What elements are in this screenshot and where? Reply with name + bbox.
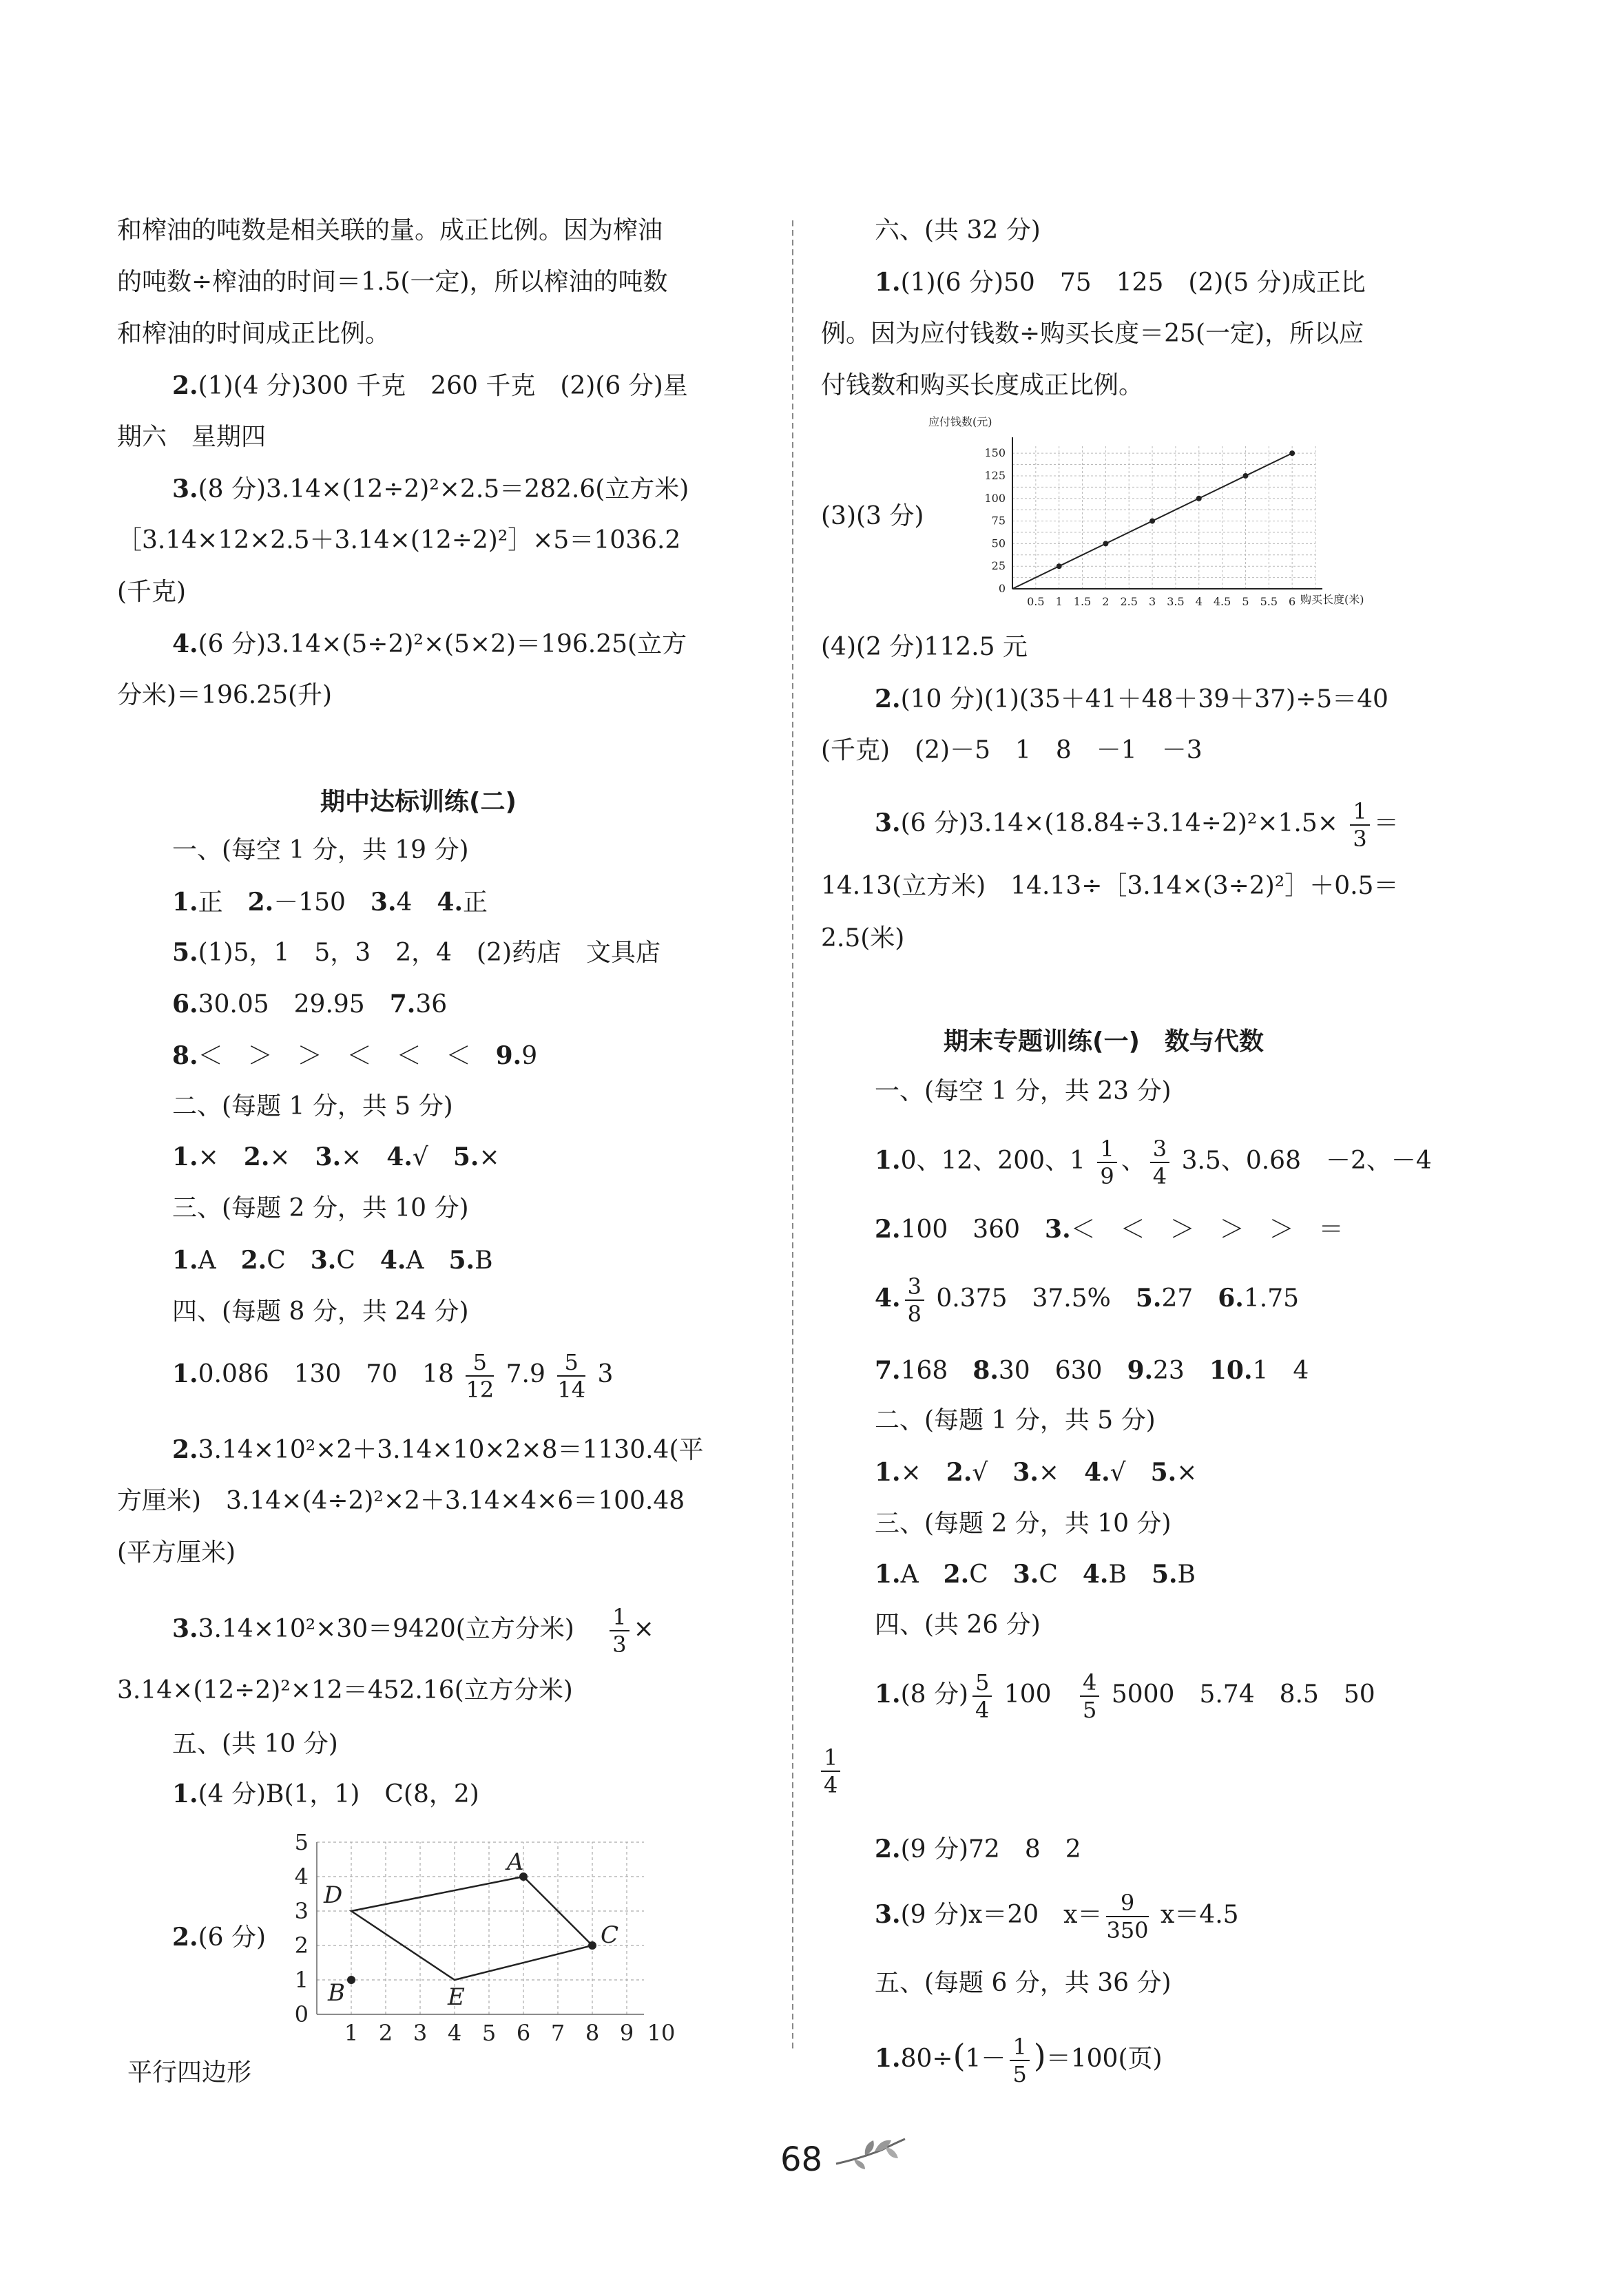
s2-heading: 二、(每题 1 分，共 5 分): [172, 1092, 453, 1120]
coord-x-tick: 2: [378, 2020, 393, 2046]
line-chart-x-tick: 3: [1148, 595, 1156, 608]
q3-line-1: 3.(8 分)3.14×(12÷2)²×2.5＝282.6(立方米): [172, 474, 689, 503]
fraction-1-4: $\frac{1}{4}$: [821, 1744, 840, 1798]
coord-y-tick: 2: [294, 1932, 309, 1959]
leaf-ornament-icon: [833, 2135, 909, 2176]
s1-row-4: 8.＜ ＞ ＞ ＜ ＜ ＜ 9.9: [172, 1041, 538, 1070]
coord-point-B: [347, 1976, 355, 1984]
t5-heading: 五、(每题 6 分，共 36 分): [875, 1969, 1172, 1997]
coord-x-tick: 5: [481, 2020, 497, 2046]
intro-line-2: 的吨数÷榨油的时间＝1.5(一定)，所以榨油的吨数: [117, 268, 668, 296]
s6-q2-line-2: (千克) (2)－5 1 8 －1 －3: [821, 736, 1203, 764]
line-chart-point: [1289, 450, 1295, 456]
t1-q4: 4. $\frac{3}{8}$ 0.375 37.5% 5.27 6.1.75: [875, 1273, 1299, 1327]
line-chart-y-label: 应付钱数(元): [928, 415, 992, 428]
s4-q1: 1.0.086 130 70 18 $\frac{5}{12}$ 7.9 $\frac{5}{14}$ 3: [172, 1349, 614, 1403]
fraction-1-3-right: $\frac{1}{3}$: [1350, 798, 1369, 852]
t4-q3: 3.(9 分)x＝20 x＝ $\frac{9}{350}$ x＝4.5: [875, 1890, 1239, 1943]
t2-row-1: 1.× 2.√ 3.× 4.√ 5.×: [875, 1458, 1198, 1487]
line-chart-point: [1242, 473, 1248, 479]
q3-line-2: ［3.14×12×2.5＋3.14×(12÷2)²］×5＝1036.2: [117, 526, 681, 554]
line-chart-point: [1103, 541, 1108, 546]
line-chart-x-tick: 4: [1195, 595, 1203, 608]
coord-x-tick: 7: [550, 2020, 565, 2046]
fraction-3-4: $\frac{3}{4}$: [1150, 1136, 1169, 1189]
s4-q3-line-2: 3.14×(12÷2)²×12＝452.16(立方分米): [117, 1676, 573, 1704]
q2-line-1: 2.(1)(4 分)300 千克 260 千克 (2)(6 分)星: [172, 371, 688, 400]
s1-heading: 一、(每空 1 分，共 19 分): [172, 836, 469, 864]
s6-q2-line-1: 2.(10 分)(1)(35＋41＋48＋39＋37)÷5＝40: [875, 685, 1388, 713]
s6-q3-line-2: 14.13(立方米) 14.13÷［3.14×(3÷2)²］＋0.5＝: [821, 872, 1399, 900]
line-chart-x-tick: 2.5: [1120, 595, 1138, 608]
s3-row-1: 1.A 2.C 3.C 4.A 5.B: [172, 1246, 493, 1275]
s6-q3-line-1: 3.(6 分)3.14×(18.84÷3.14÷2)²×1.5× $\frac{1}{3}$ ＝: [875, 798, 1399, 852]
coord-x-tick: 4: [447, 2020, 462, 2046]
fraction-1-9: $\frac{1}{9}$: [1097, 1136, 1116, 1189]
coord-label-C: C: [601, 1921, 619, 1949]
fraction-3-8: $\frac{3}{8}$: [905, 1273, 924, 1327]
t1-q7: 7.168 8.30 630 9.23 10.1 4: [875, 1356, 1309, 1385]
fraction-5-14: $\frac{5}{14}$: [557, 1349, 586, 1403]
coord-label-E: E: [448, 1983, 465, 2011]
s6-q1-part4: (4)(2 分)112.5 元: [821, 633, 1028, 661]
line-chart-x-tick: 5: [1242, 595, 1249, 608]
t5-q1: 1.80÷(1－ $\frac{1}{5}$ )＝100(页): [875, 2034, 1163, 2087]
t3-heading: 三、(每题 2 分，共 10 分): [875, 1510, 1172, 1538]
line-chart-y-tick: 75: [991, 514, 1006, 528]
line-chart-x-tick: 4.5: [1213, 595, 1231, 608]
coordinate-axes: [317, 1842, 644, 2014]
coord-label-D: D: [324, 1881, 343, 1909]
column-divider: [792, 220, 793, 2052]
s4-q2-line-1: 2.3.14×10²×2＋3.14×10×2×8＝1130.4(平: [172, 1435, 704, 1464]
line-chart-x-tick: 1.5: [1073, 595, 1092, 608]
t1-heading: 一、(每空 1 分，共 23 分): [875, 1077, 1172, 1105]
price-length-line-chart: [923, 413, 1364, 620]
s1-row-3: 6.30.05 29.95 7.36: [172, 990, 448, 1019]
coord-y-tick: 3: [294, 1898, 309, 1924]
coord-x-tick: 6: [516, 2020, 531, 2046]
coord-label-A: A: [507, 1848, 524, 1876]
line-chart-x-tick: 1: [1055, 595, 1063, 608]
s5-heading: 五、(共 10 分): [172, 1730, 338, 1758]
s1-row-2: 5.(1)5，1 5，3 2，4 (2)药店 文具店: [172, 938, 661, 967]
s6-q1-line-1: 1.(1)(6 分)50 75 125 (2)(5 分)成正比: [875, 268, 1366, 297]
t2-heading: 二、(每题 1 分，共 5 分): [875, 1406, 1156, 1434]
parallelogram-outline: [351, 1877, 592, 1980]
line-chart-x-tick: 6: [1289, 595, 1296, 608]
t4-q1-line-2: [821, 1742, 840, 1798]
line-chart-y-tick: 50: [991, 536, 1006, 550]
parallelogram-shape: [351, 1877, 592, 1980]
line-chart-point: [1057, 563, 1062, 569]
intro-line-1: 和榨油的吨数是相关联的量。成正比例。因为榨油: [117, 216, 663, 244]
s1-row-1: 1.正 2.－150 3.4 4.正: [172, 888, 488, 917]
midterm-title: 期中达标训练(二): [320, 788, 517, 816]
line-chart-series: [1012, 450, 1295, 589]
coord-y-tick: 4: [294, 1864, 309, 1890]
s6-heading: 六、(共 32 分): [875, 216, 1041, 244]
final-title: 期末专题训练(一) 数与代数: [944, 1027, 1264, 1056]
s3-heading: 三、(每题 2 分，共 10 分): [172, 1194, 469, 1222]
line-chart-x-tick: 5.5: [1260, 595, 1278, 608]
fraction-5-4: $\frac{5}{4}$: [972, 1669, 992, 1723]
coord-x-tick: 9: [619, 2020, 634, 2046]
coord-x-tick: 1: [344, 2020, 359, 2046]
coord-x-tick: 3: [413, 2020, 428, 2046]
coord-y-tick: 5: [294, 1829, 309, 1855]
coordinate-grid-chart: [296, 1825, 682, 2052]
s4-q2-line-3: (平方厘米): [117, 1538, 236, 1567]
q4-line-2: 分米)＝196.25(升): [117, 681, 333, 709]
q3-line-3: (千克): [117, 578, 187, 606]
fraction-9-350: $\frac{9}{350}$: [1106, 1890, 1149, 1943]
s4-q2-line-2: 方厘米) 3.14×(4÷2)²×2＋3.14×4×6＝100.48: [117, 1487, 685, 1515]
coord-y-tick: 1: [294, 1967, 309, 1993]
t3-row-1: 1.A 2.C 3.C 4.B 5.B: [875, 1560, 1196, 1589]
line-chart-x-tick: 0.5: [1027, 595, 1045, 608]
s6-q1-line-2: 例。因为应付钱数÷购买长度＝25(一定)，所以应: [821, 320, 1364, 348]
line-chart-y-tick: 25: [991, 559, 1006, 573]
line-chart-point: [1196, 496, 1202, 501]
coordinate-grid-lines: [317, 1842, 644, 2014]
line-chart-y-tick: 125: [984, 468, 1006, 482]
s6-q1-part3: (3)(3 分): [821, 502, 924, 530]
coord-label-B: B: [328, 1979, 345, 2007]
intro-line-3: 和榨油的时间成正比例。: [117, 320, 391, 348]
t1-q1: 1.0、12、200、1 $\frac{1}{9}$ 、 $\frac{3}{4}$ 3.5、0.68 －2、－4: [875, 1136, 1432, 1189]
s4-heading: 四、(每题 8 分，共 24 分): [172, 1297, 469, 1326]
s5-q1: 1.(4 分)B(1，1) C(8，2): [172, 1780, 479, 1808]
t4-q2: 2.(9 分)72 8 2: [875, 1835, 1081, 1864]
line-chart-y-tick: 150: [984, 446, 1006, 460]
fraction-4-5: $\frac{4}{5}$: [1080, 1669, 1099, 1723]
coord-x-tick: 10: [647, 2020, 676, 2046]
line-chart-x-tick: 2: [1102, 595, 1110, 608]
line-chart-x-label: 购买长度(米): [1300, 593, 1364, 606]
line-chart-x-tick: 3.5: [1167, 595, 1185, 608]
s5-q2: 2.(6 分): [172, 1923, 267, 1952]
line-chart-y-tick: 0: [998, 582, 1006, 595]
fraction-1-5: $\frac{1}{5}$: [1010, 2034, 1029, 2087]
fraction-1-3: $\frac{1}{3}$: [610, 1604, 629, 1658]
coord-point-C: [588, 1941, 596, 1950]
coordinate-points: [323, 1848, 618, 2011]
line-chart-point: [1149, 519, 1155, 524]
fraction-5-12: $\frac{5}{12}$: [466, 1349, 495, 1403]
coord-y-tick: 0: [294, 2001, 309, 2027]
t1-q2: 2.100 360 3.＜ ＜ ＞ ＞ ＞ ＝: [875, 1215, 1344, 1244]
line-chart-y-tick: 100: [984, 491, 1006, 505]
page-number: 68: [780, 2140, 823, 2179]
s2-row-1: 1.× 2.× 3.× 4.√ 5.×: [172, 1142, 500, 1171]
s6-q3-line-3: 2.5(米): [821, 924, 905, 952]
t4-heading: 四、(共 26 分): [875, 1611, 1041, 1639]
q4-line-1: 4.(6 分)3.14×(5÷2)²×(5×2)＝196.25(立方: [172, 629, 687, 658]
coord-x-tick: 8: [585, 2020, 600, 2046]
s4-q3-line-1: 3.3.14×10²×30＝9420(立方分米) $\frac{1}{3}$ ×: [172, 1604, 654, 1658]
s6-q1-line-3: 付钱数和购买长度成正比例。: [821, 371, 1144, 399]
q2-line-2: 期六 星期四: [117, 423, 267, 451]
s5-answer: 平行四边形: [127, 2058, 252, 2087]
t4-q1-line-1: 1.(8 分) $\frac{5}{4}$ 100 $\frac{4}{5}$ 5000 5.74 8.5 50: [875, 1669, 1375, 1723]
